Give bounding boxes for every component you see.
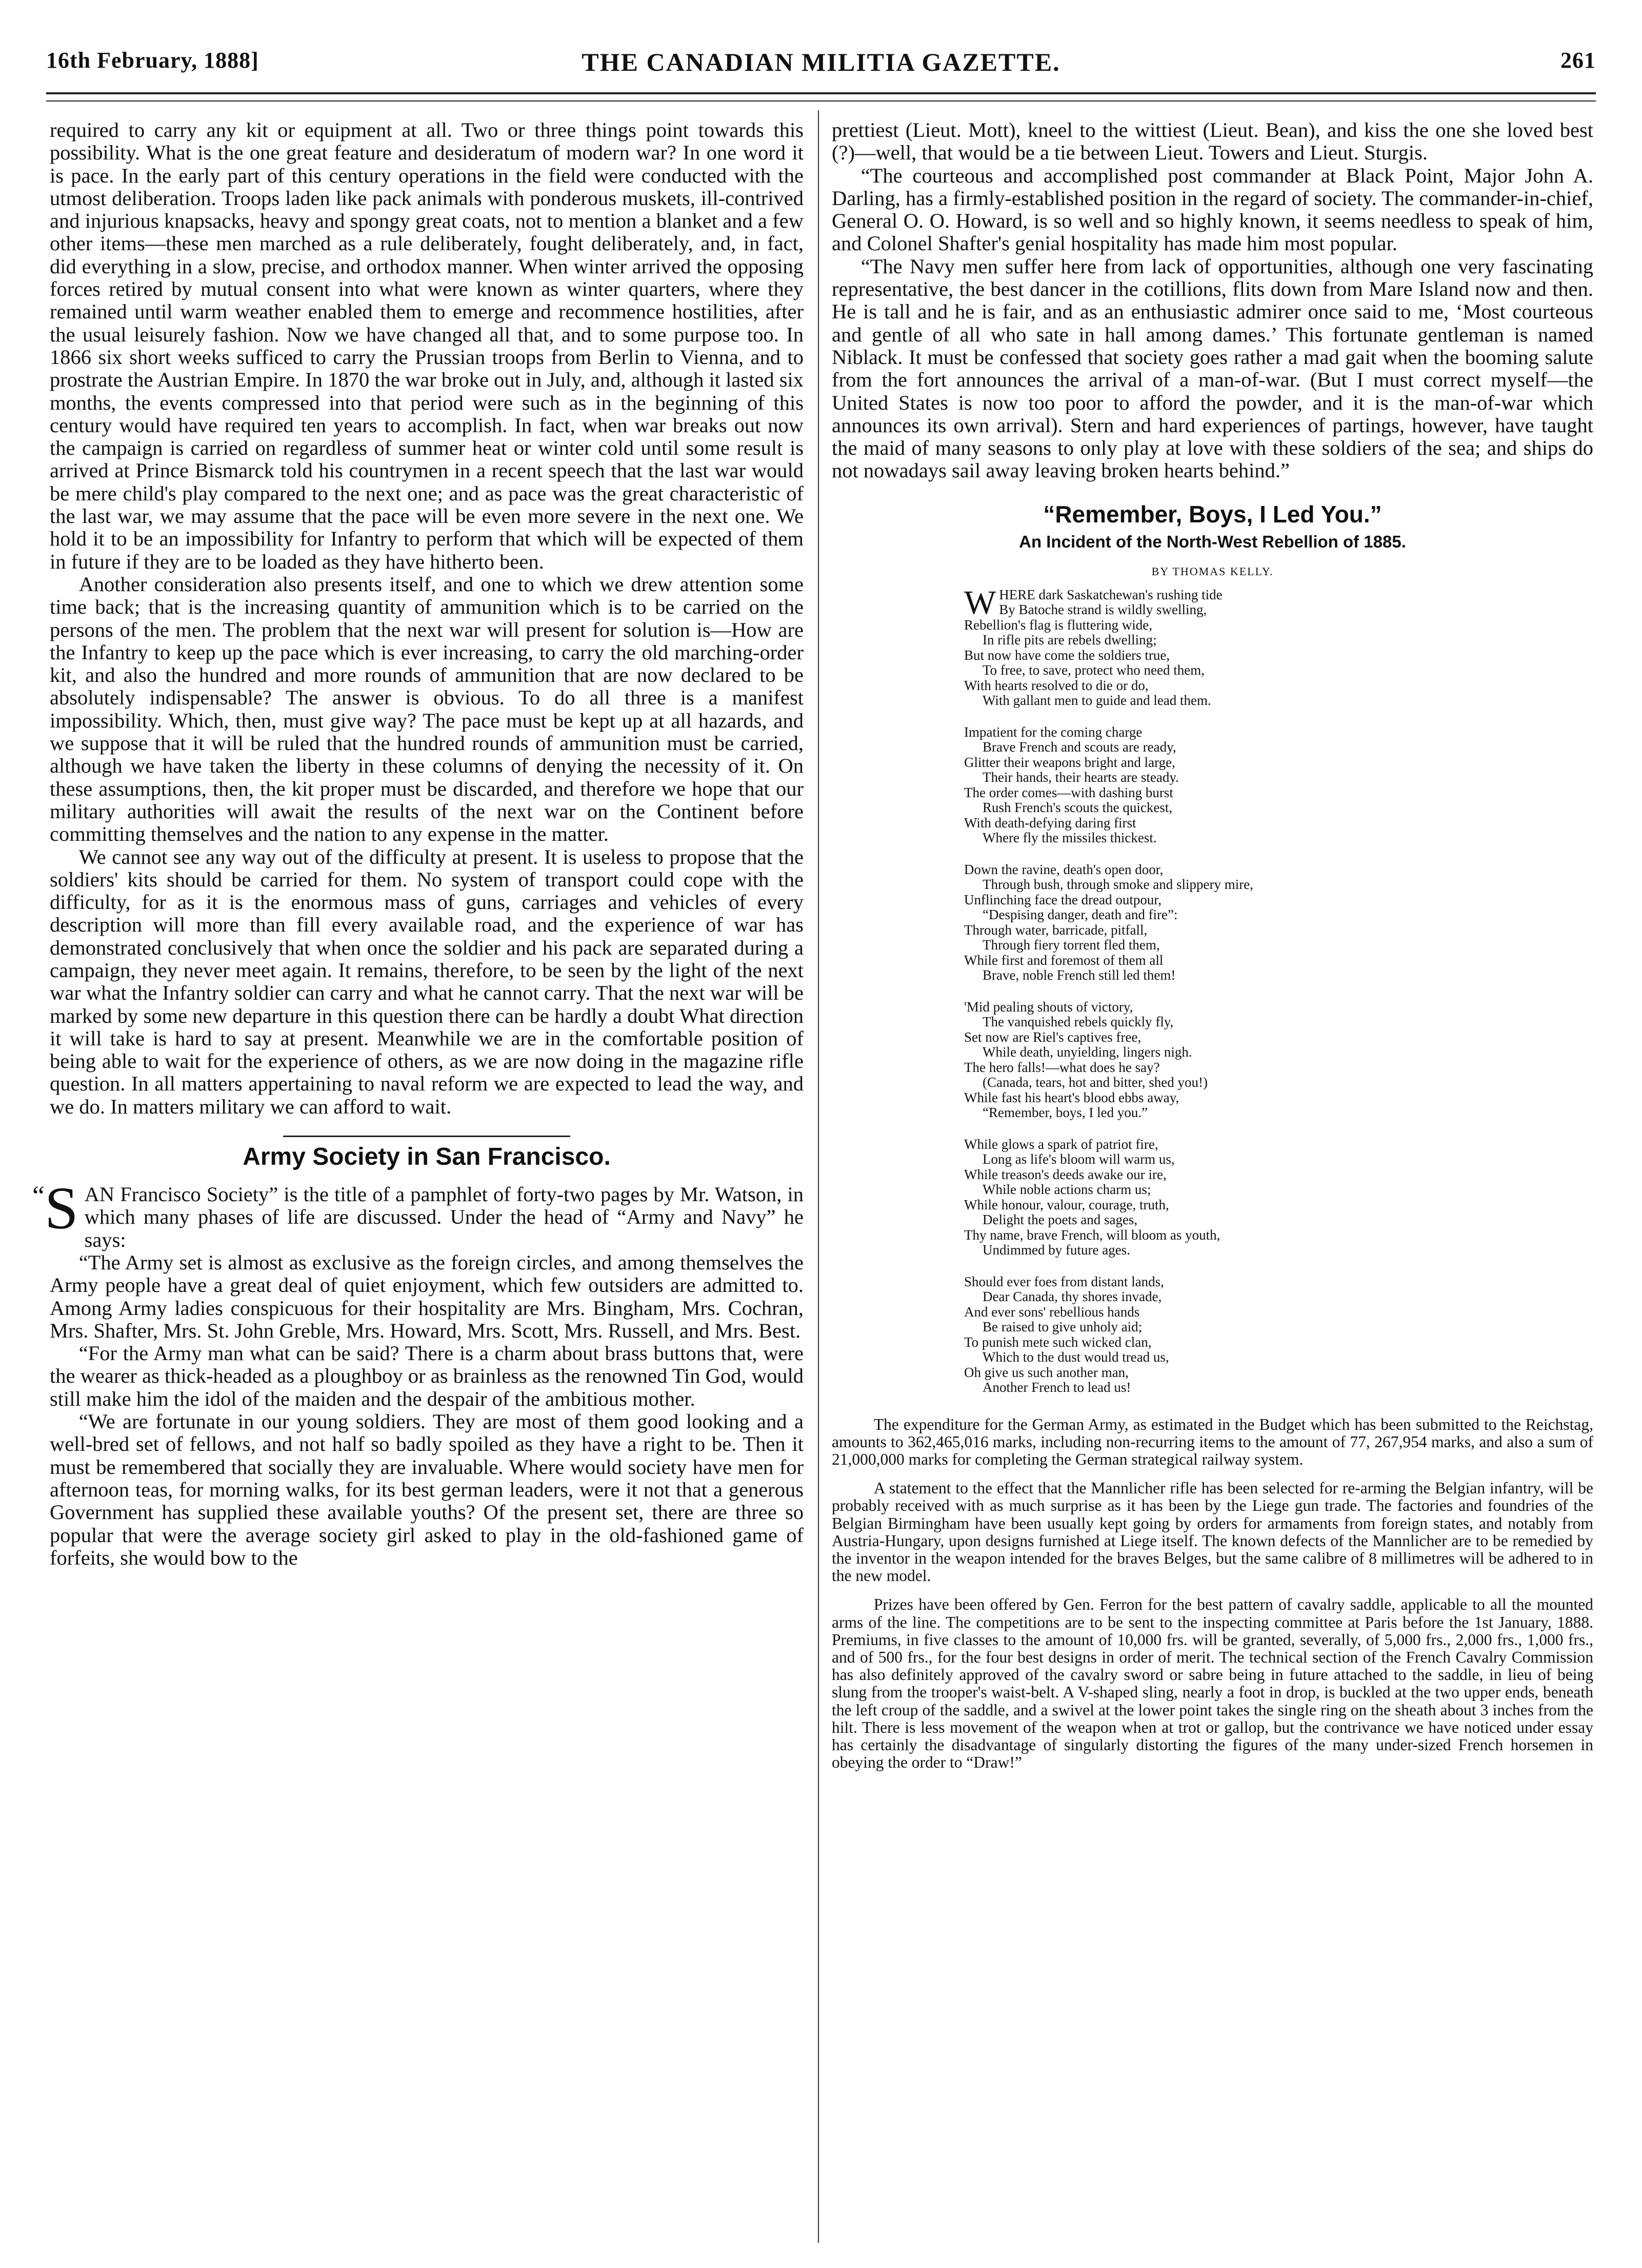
poem-line: While death, unyielding, lingers nigh. xyxy=(983,1044,1192,1060)
poem-line: While fast his heart's blood ebbs away, xyxy=(964,1089,1179,1105)
poem-line: Be raised to give unholy aid; xyxy=(983,1319,1143,1335)
poem-line: Rebellion's flag is fluttering wide, xyxy=(964,617,1153,633)
poem-stanza xyxy=(964,1274,1593,1395)
poem-stanza xyxy=(964,862,1593,983)
poem-line: Brave French and scouts are ready, xyxy=(983,739,1176,755)
poem-stanza xyxy=(964,1137,1593,1258)
poem-drop-cap: W xyxy=(964,583,996,621)
news-note: Prizes have been offered by Gen. Ferron for the best pattern of cavalry saddle, applicable to all the mounted arms of the line. The competitions are to be sent to the inspecting committee at Paris before the 1st January, 1888. Premiums, in five classes to the amount of 10,000 frs. will be granted, severally, of 5,000 frs., 2,000 frs., 1,000 frs., and of 500 frs., for the four best designs in order of merit. The technical section of the French Cavalry Commission has also definitely approved of the cavalry sword or sabre being in future attached to the saddle, in lieu of being slung from the trooper's waist-belt. A V-shaped sling, nearly a foot in drop, is buckled at the two upper ends, beneath the left croup of the saddle, and a swivel at the lower point takes the single ring on the sheath about 3 inches from the hilt. There is less movement of the weapon when at trot or gallop, but the contrivance we have noticed under essay has certainly the disadvantage of singularly distorting the figures of the many under-sized French horsemen in obeying the order to “Draw!” xyxy=(832,1595,1593,1772)
article-paragraph: “The Army set is almost as exclusive as the foreign circles, and among themselves the Army people have a great deal of quiet enjoyment, which few outsiders are admitted to. Among Army ladies conspicuous for their hospitality are Mrs. Bingham, Mrs. Cochran, Mrs. Shafter, Mrs. St. John Greble, Mrs. Howard, Mrs. Scott, Mrs. Russell, and Mrs. Best. xyxy=(50,1250,804,1342)
poem-line: And ever sons' rebellious hands xyxy=(964,1304,1140,1320)
poem-line: The order comes—with dashing burst xyxy=(964,784,1173,800)
poem-line: Which to the dust would tread us, xyxy=(983,1349,1169,1365)
poem-line: Their hands, their hearts are steady. xyxy=(983,769,1179,785)
poem-line: Long as life's bloom will warm us, xyxy=(983,1151,1175,1167)
poem-line: Where fly the missiles thickest. xyxy=(983,830,1157,846)
poem-line: 'Mid pealing shouts of victory, xyxy=(964,999,1133,1015)
poem-line: The hero falls!—what does he say? xyxy=(964,1059,1160,1075)
poem-line: Rush French's scouts the quickest, xyxy=(983,800,1173,816)
poem-body xyxy=(964,583,1593,1395)
poem-line: HERE dark Saskatchewan's rushing tide xyxy=(999,586,1223,602)
poem-line: With hearts resolved to die or do, xyxy=(964,677,1149,693)
editorial-paragraph: required to carry any kit or equipment at all. Two or three things point towards this possibility. What is the one great feature and desideratum of modern war? In one word it is pace. In the early part of this century operations in the field were conducted with the utmost deliberation. Troops laden like pack animals with ponderous muskets, ill-contrived and injurious knapsacks, heavy and spongy great coats, not to mention a blanket and a few other items—these men marched as a rule deliberately, fought deliberately, and, in fact, did everything in a slow, precise, and orthodox manner. When winter arrived the opposing forces retired by mutual consent into what were known as winter quarters, where they remained until warm weather enabled them to emerge and recommence hostilities, after the usual leisurely fashion. Now we have changed all that, and to some purpose too. In 1866 six short weeks sufficed to carry the Prussian troops from Berlin to Vienna, and to prostrate the Austrian Empire. In 1870 the war broke out in July, and, although it lasted six months, the events compressed into that period were such as in the beginning of this century would have required ten years to accomplish. In fact, when war breaks out now the campaign is carried on regardless of summer heat or winter cold until some result is arrived at Prince Bismarck told his countrymen in a recent speech that the last war would be mere child's play compared to the next one; and as pace was the great characteristic of the last war, we may assume that the pace will be even more severe in the next one. We hold it to be an impossibility for Infantry to perform that which will be expected of them in future if they are to be loaded as they have hitherto been. xyxy=(50,118,804,573)
article-title: Army Society in San Francisco. xyxy=(243,1143,611,1171)
article-paragraph: “The Navy men suffer here from lack of opportunities, although one very fascinating representative, the best dancer in the cotillions, flits down from Mare Island now and then. He is tall and he is fair, and as an enthusiastic admirer once said to me, ‘Most courteous and gentle of all who sate in hall among dames.’ This fortunate gentleman is named Niblack. It must be confessed that society goes rather a mad gait when the booming salute from the fort announces the arrival of a man-of-war. (But I must correct myself—the United States is now too poor to afford the powder, and it is the man-of-war which announces its own arrival). Stern and hard experiences of partings, however, have taught the maid of many seasons to only play at love with these soldiers of the sea; and ships do not nowadays sail away leaving broken hearts behind.” xyxy=(832,254,1593,482)
poem-line: While first and foremost of them all xyxy=(964,952,1164,968)
poem-line: To free, to save, protect who need them, xyxy=(983,662,1205,678)
article-paragraph: prettiest (Lieut. Mott), kneel to the wittiest (Lieut. Bean), and kiss the one she loved best (?)—well, that would be a tie between Lieut. Towers and Lieut. Sturgis. xyxy=(832,118,1593,165)
newspaper-title: THE CANADIAN MILITIA GAZETTE. xyxy=(582,48,1060,76)
poem-line: While noble actions charm us; xyxy=(983,1182,1151,1198)
poem-line: The vanquished rebels quickly fly, xyxy=(983,1014,1174,1030)
issue-date: 16th February, 1888] xyxy=(46,48,259,73)
poem-line: While glows a spark of patriot fire, xyxy=(964,1136,1158,1152)
news-note: The expenditure for the German Army, as estimated in the Budget which has been submitted to the Reichstag, amounts to 362,465,016 marks, including non-recurring items to the amount of 77, 267,954 marks, and also a sum of 21,000,000 marks for completing the German strategical railway system. xyxy=(832,1415,1593,1469)
poem-line: Through water, barricade, pitfall, xyxy=(964,922,1148,938)
header-rule-thin xyxy=(46,100,1596,102)
article-lead: “S AN Francisco Society” is the title of a pamphlet of forty-two pages by Mr. Watson, in which many phases of life are discussed. Under the head of “Army and Navy” he says: xyxy=(32,1174,804,1251)
poem-title: “Remember, Boys, I Led You.” xyxy=(1043,500,1382,528)
editorial-paragraph: We cannot see any way out of the difficulty at present. It is useless to propose that the soldiers' kits should be carried for them. No system of transport could cope with the difficulty, for as it is the enormous mass of guns, carriages and vehicles of every description will more than fill every available road, and the experience of war has demonstrated conclusively that when once the soldier and his pack are separated during a campaign, they never meet again. It remains, therefore, to be seen by the light of the next war what the Infantry soldier can carry and what he cannot carry. That the next war will be marked by some new departure in this question there can be hardly a doubt What direction it will take is hard to say at present. Meanwhile we are in the comfortable position of being able to wait for the experience of others, as we are now doing in the magazine rifle question. In all matters appertaining to naval reform we are expected to lead the way, and we do. In matters military we can afford to wait. xyxy=(50,845,804,1118)
poem-line: Down the ravine, death's open door, xyxy=(964,861,1164,877)
article-paragraph: “We are fortunate in our young soldiers. They are most of them good looking and a well-bred set of fellows, and not half so badly spoiled as they have a right to be. Then it must be remembered that socially they are invaluable. Where would society have men for afternoon teas, for morning walks, for its best german leaders, were it not that a generous Government has supplied these available youths? Of the present set, there are three so popular that were the average society girl asked to play in the old-fashioned game of forfeits, she would bow to the xyxy=(50,1410,804,1569)
poem-line: While honour, valour, courage, truth, xyxy=(964,1197,1169,1212)
poem-line: Dear Canada, thy shores invade, xyxy=(983,1289,1162,1305)
poem-line: Through bush, through smoke and slippery mire, xyxy=(983,877,1253,893)
poem-byline: BY THOMAS KELLY. xyxy=(1151,565,1274,578)
poem-line: Another French to lead us! xyxy=(983,1380,1131,1395)
poem-line: Impatient for the coming charge xyxy=(964,724,1143,740)
page-header xyxy=(41,47,1601,83)
poem-line: Set now are Riel's captives free, xyxy=(964,1029,1142,1045)
poem-line: Through fiery torrent fled them, xyxy=(983,937,1160,953)
poem-line: While treason's deeds awake our ire, xyxy=(964,1166,1167,1182)
poem-stanza xyxy=(964,583,1593,708)
poem-line: To punish mete such wicked clan, xyxy=(964,1334,1152,1350)
poem-line: Brave, noble French still led them! xyxy=(983,967,1176,983)
poem-line: (Canada, tears, hot and bitter, shed you!) xyxy=(983,1075,1208,1090)
poem-line: Delight the poets and sages, xyxy=(983,1212,1138,1228)
poem-line: Undimmed by future ages. xyxy=(983,1242,1130,1258)
poem-line: But now have come the soldiers true, xyxy=(964,647,1170,663)
left-column xyxy=(32,118,804,1569)
poem-stanza xyxy=(964,725,1593,846)
poem-line: In rifle pits are rebels dwelling; xyxy=(983,632,1157,648)
poem-line: Unflinching face the dread outpour, xyxy=(964,892,1162,907)
page-number: 261 xyxy=(1560,48,1596,73)
news-notes xyxy=(832,1416,1593,1772)
header-rule xyxy=(46,92,1596,94)
poem-line: Should ever foes from distant lands, xyxy=(964,1273,1164,1289)
poem-line: With gallant men to guide and lead them. xyxy=(983,693,1211,708)
article-paragraph: “The courteous and accomplished post commander at Black Point, Major John A. Darling, has a firmly-established position in the regard of society. The commander-in-chief, General O. O. Howard, is so well and so highly known, it seems needless to speak of him, and Colonel Shafter's genial hospitality has made him most popular. xyxy=(832,164,1593,255)
column-divider xyxy=(818,110,819,2243)
poem-line: Glitter their weapons bright and large, xyxy=(964,754,1175,770)
news-note: A statement to the effect that the Mannlicher rifle has been selected for re-arming the Belgian infantry, will be probably received with as much surprise as it has been by the Liege gun trade. The factories and foundries of the Belgian Birmingham have been usually kept going by orders for armaments from foreign states, and notably from Austria-Hungary, upon designs furnished at Liege itself. The known defects of the Mannlicher are to be remedied by the inventor in the weapon intended for the braves Belges, but the same calibre of 8 millimetres will be adhered to in the new model. xyxy=(832,1479,1593,1585)
poem-line: “Despising danger, death and fire”: xyxy=(983,907,1178,923)
poem-line: With death-defying daring first xyxy=(964,815,1136,831)
poem-line: “Remember, boys, I led you.” xyxy=(983,1105,1148,1121)
poem-line: By Batoche strand is wildly swelling, xyxy=(999,602,1207,618)
article-separator xyxy=(283,1136,570,1137)
poem-stanza xyxy=(964,1000,1593,1121)
drop-cap: “S xyxy=(32,1174,78,1242)
poem-subtitle: An Incident of the North-West Rebellion of 1885. xyxy=(1019,532,1406,552)
editorial-paragraph: Another consideration also presents itself, and one to which we drew attention some time back; that is the increasing quantity of ammunition which is to be carried on the persons of the men. The problem that the next war will present for solution is—How are the Infantry to keep up the pace which is ever increasing, to carry the old marching-order kit, and also the hundred and more rounds of ammunition that are now declared to be absolutely indispensable? The answer is obvious. To do all three is a manifest impossibility. Which, then, must give way? The pace must be kept up at all hazards, and we suppose that it will be ruled that the hundred rounds of ammunition must be carried, although we have taken the liberty in these columns of denying the necessity of it. On these assumptions, then, the kit proper must be discarded, and therefore we hope that our military authorities will await the results of the next war on the Continent before committing themselves and the nation to any expense in the matter. xyxy=(50,572,804,846)
right-column xyxy=(832,119,1593,1783)
poem-line: Oh give us such another man, xyxy=(964,1364,1129,1380)
poem-line: Thy name, brave French, will bloom as youth, xyxy=(964,1227,1220,1243)
article-paragraph: “For the Army man what can be said? There is a charm about brass buttons that, were the wearer as thick-headed as a ploughboy or as brainless as the renowned Tin God, would still make him the idol of the maiden and the despair of the ambitious mother. xyxy=(50,1342,804,1410)
